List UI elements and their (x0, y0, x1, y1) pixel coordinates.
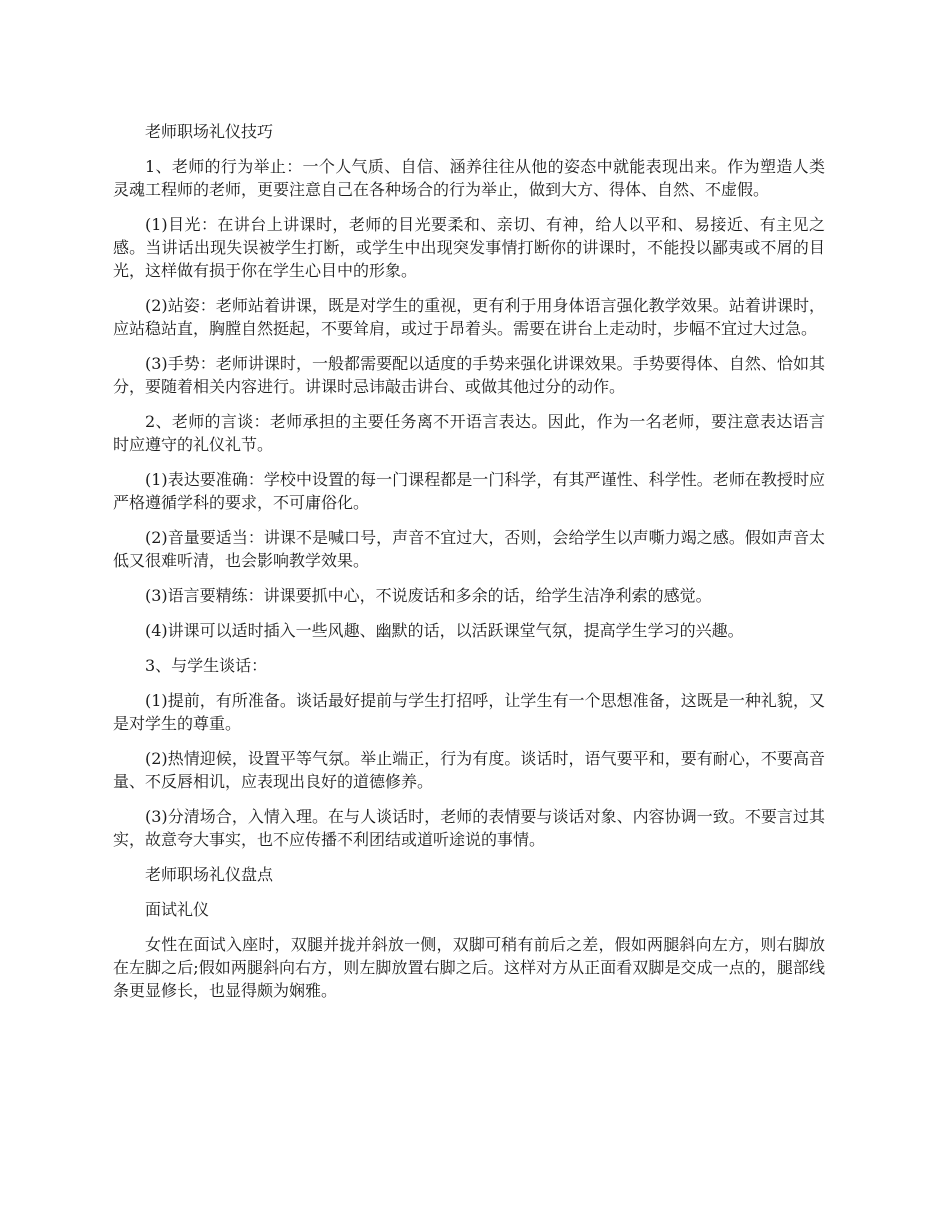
document-title: 老师职场礼仪技巧 (145, 122, 274, 141)
paragraph-prepare: (1)提前，有所准备。谈话最好提前与学生打招呼，让学生有一个思想准备，这既是一种礼貌，又是对学生的尊重。 (113, 691, 825, 733)
paragraph-gaze: (1)目光：在讲台上讲课时，老师的目光要柔和、亲切、有神，给人以平和、易接近、有主见之感。当讲话出现失误被学生打断，或学生中出现突发事情打断你的讲课时，不能投以鄙夷或不屑的目光，这样做有损于你在学生心目中的形象。 (113, 215, 825, 280)
section-inventory-heading: 老师职场礼仪盘点 (145, 865, 274, 884)
section-interview-heading: 面试礼仪 (145, 900, 210, 919)
document-body (113, 120, 825, 1014)
section-2-heading-paragraph: 2、老师的言谈：老师承担的主要任务离不开语言表达。因此，作为一名老师，要注意表达语言时应遵守的礼仪礼节。 (113, 412, 825, 454)
paragraph-interview-sitting: 女性在面试入座时，双腿并拢并斜放一侧，双脚可稍有前后之差，假如两腿斜向左方，则右脚放在左脚之后;假如两腿斜向右方，则左脚放置右脚之后。这样对方从正面看双脚是交成一点的，腿部线条更显修长，也显得颇为娴雅。 (113, 935, 825, 1000)
paragraph-posture: (2)站姿：老师站着讲课，既是对学生的重视，更有利于用身体语言强化教学效果。站着讲课时，应站稳站直，胸膛自然挺起，不要耸肩，或过于昂着头。需要在讲台上走动时，步幅不宜过大过急。 (113, 296, 825, 338)
paragraph-gesture: (3)手势：老师讲课时，一般都需要配以适度的手势来强化讲课效果。手势要得体、自然、恰如其分，要随着相关内容进行。讲课时忌讳敲击讲台、或做其他过分的动作。 (113, 354, 825, 396)
section-1-heading-paragraph: 1、老师的行为举止：一个人气质、自信、涵养往往从他的姿态中就能表现出来。作为塑造人类灵魂工程师的老师，更要注意自己在各种场合的行为举止，做到大方、得体、自然、不虚假。 (113, 157, 825, 199)
paragraph-humor: (4)讲课可以适时插入一些风趣、幽默的话，以活跃课堂气氛，提高学生学习的兴趣。 (145, 621, 744, 640)
paragraph-occasion: (3)分清场合，入情入理。在与人谈话时，老师的表情要与谈话对象、内容协调一致。不要言过其实，故意夸大事实，也不应传播不利团结或道听途说的事情。 (113, 807, 825, 849)
section-3-heading: 3、与学生谈话： (145, 656, 268, 675)
paragraph-accuracy: (1)表达要准确：学校中设置的每一门课程都是一门科学，有其严谨性、科学性。老师在教授时应严格遵循学科的要求，不可庸俗化。 (113, 470, 825, 512)
paragraph-volume: (2)音量要适当：讲课不是喊口号，声音不宜过大，否则，会给学生以声嘶力竭之感。假如声音太低又很难听清，也会影响教学效果。 (113, 528, 825, 570)
paragraph-concise: (3)语言要精练：讲课要抓中心，不说废话和多余的话，给学生洁净利索的感觉。 (145, 586, 712, 605)
paragraph-welcome: (2)热情迎候，设置平等气氛。举止端正，行为有度。谈话时，语气要平和，要有耐心，不要高音量、不反唇相讥，应表现出良好的道德修养。 (113, 749, 825, 791)
